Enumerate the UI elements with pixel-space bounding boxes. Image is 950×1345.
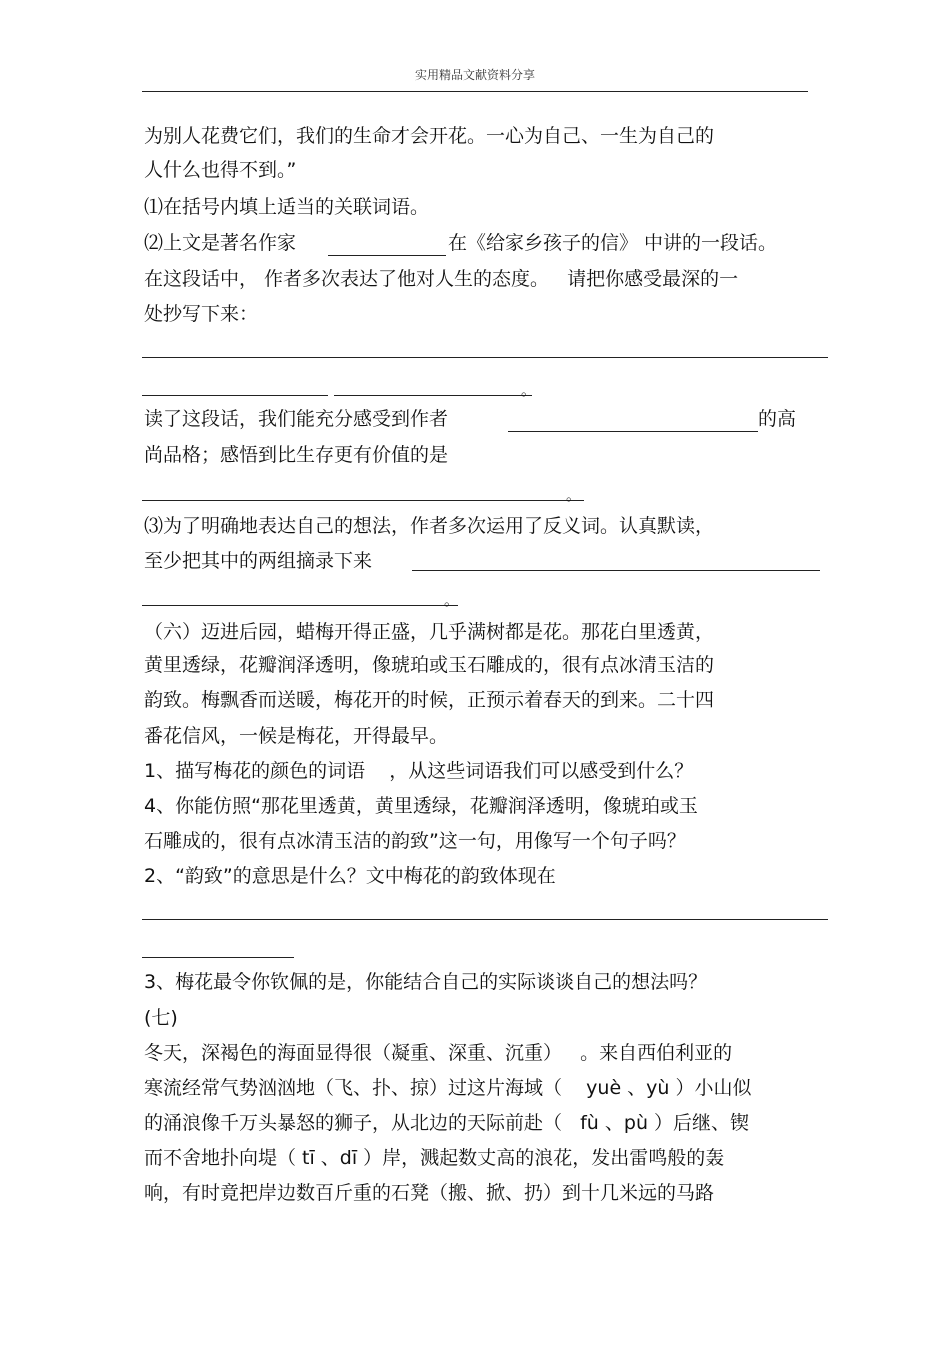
section-6-line-4: 番花信风，一候是梅花，开得最早。 <box>144 725 449 747</box>
question-3: ⑶为了明确地表达自己的想法，作者多次运用了反义词。认真默读， <box>144 515 715 537</box>
section-7-line-3: 的涌浪像千万头暴怒的狮子，从北边的天际前赴（ fù 、pù ）后继、锲 <box>144 1112 750 1134</box>
answer-line-4[interactable] <box>142 605 458 606</box>
section-7-line-1: 冬天，深褐色的海面显得很（凝重、深重、沉重） 。来自西伯利亚的 <box>144 1042 733 1064</box>
text-line-9: 尚品格；感悟到比生存更有价值的是 <box>144 444 449 466</box>
answer-line-2a[interactable] <box>142 395 328 396</box>
section-6-question-1: 1、描写梅花的颜色的词语 ，从这些词语我们可以感受到什么？ <box>144 760 694 782</box>
antonym-blank[interactable] <box>412 570 820 571</box>
author-blank[interactable] <box>328 255 446 256</box>
quality-blank[interactable] <box>508 431 758 432</box>
section-6-question-3: 3、梅花最令你钦佩的是，你能结合自己的实际谈谈自己的想法吗？ <box>144 971 708 993</box>
section-6-line-1: （六）迈进后园，蜡梅开得正盛，几乎满树都是花。那花白里透黄， <box>144 621 715 643</box>
question-1: ⑴在括号内填上适当的关联词语。 <box>144 196 430 218</box>
text-line-8b: 的高 <box>758 408 797 430</box>
section-7-line-2: 寒流经常气势汹汹地（飞、扑、掠）过这片海域（ yuè 、yù ）小山似 <box>144 1077 752 1099</box>
section-7-line-5: 响，有时竟把岸边数百斤重的石凳（搬、掀、扔）到十几米远的马路 <box>144 1182 715 1204</box>
section-6-line-3: 韵致。梅飘香而送暖，梅花开的时候，正预示着春天的到来。二十四 <box>144 689 715 711</box>
period-mark-1: 。 <box>521 381 537 399</box>
question-2-part-b: 在《给家乡孩子的信》 中讲的一段话。 <box>448 232 778 254</box>
text-line-5: 在这段话中， 作者多次表达了他对人生的态度。 请把你感受最深的一 <box>144 268 739 290</box>
section-6-question-2: 2、“韵致”的意思是什么？文中梅花的韵致体现在 <box>144 865 556 887</box>
section-6-question-4: 4、你能仿照“那花里透黄，黄里透绿，花瓣润泽透明，像琥珀或玉 <box>144 795 698 817</box>
question-2-part-a: ⑵上文是著名作家 <box>144 232 297 254</box>
answer-line-5[interactable] <box>142 919 828 920</box>
section-7-line-4: 而不舍地扑向堤（ tī 、dī ）岸，溅起数丈高的浪花，发出雷鸣般的轰 <box>144 1147 725 1169</box>
answer-line-1[interactable] <box>142 357 828 358</box>
text-line-6: 处抄写下来： <box>144 303 259 325</box>
page-header-title: 实用精品文献资料分享 <box>414 68 535 82</box>
answer-line-2b[interactable] <box>334 395 532 396</box>
section-6-line-2: 黄里透绿，花瓣润泽透明，像琥珀或玉石雕成的，很有点冰清玉洁的 <box>144 654 715 676</box>
text-line-1: 为别人花费它们，我们的生命才会开花。一心为自己、一生为自己的 <box>144 125 715 147</box>
period-mark-2: 。 <box>566 486 582 504</box>
section-7-title: (七) <box>144 1007 178 1029</box>
text-line-12: 至少把其中的两组摘录下来 <box>144 550 373 572</box>
text-line-2: 人什么也得不到。” <box>144 159 297 181</box>
text-line-8a: 读了这段话，我们能充分感受到作者 <box>144 408 449 430</box>
answer-line-3[interactable] <box>142 500 584 501</box>
section-6-question-4-cont: 石雕成的，很有点冰清玉洁的韵致”这一句，用像写一个句子吗？ <box>144 830 686 852</box>
period-mark-3: 。 <box>444 591 460 609</box>
header-divider <box>142 91 808 92</box>
answer-line-6[interactable] <box>142 957 294 958</box>
